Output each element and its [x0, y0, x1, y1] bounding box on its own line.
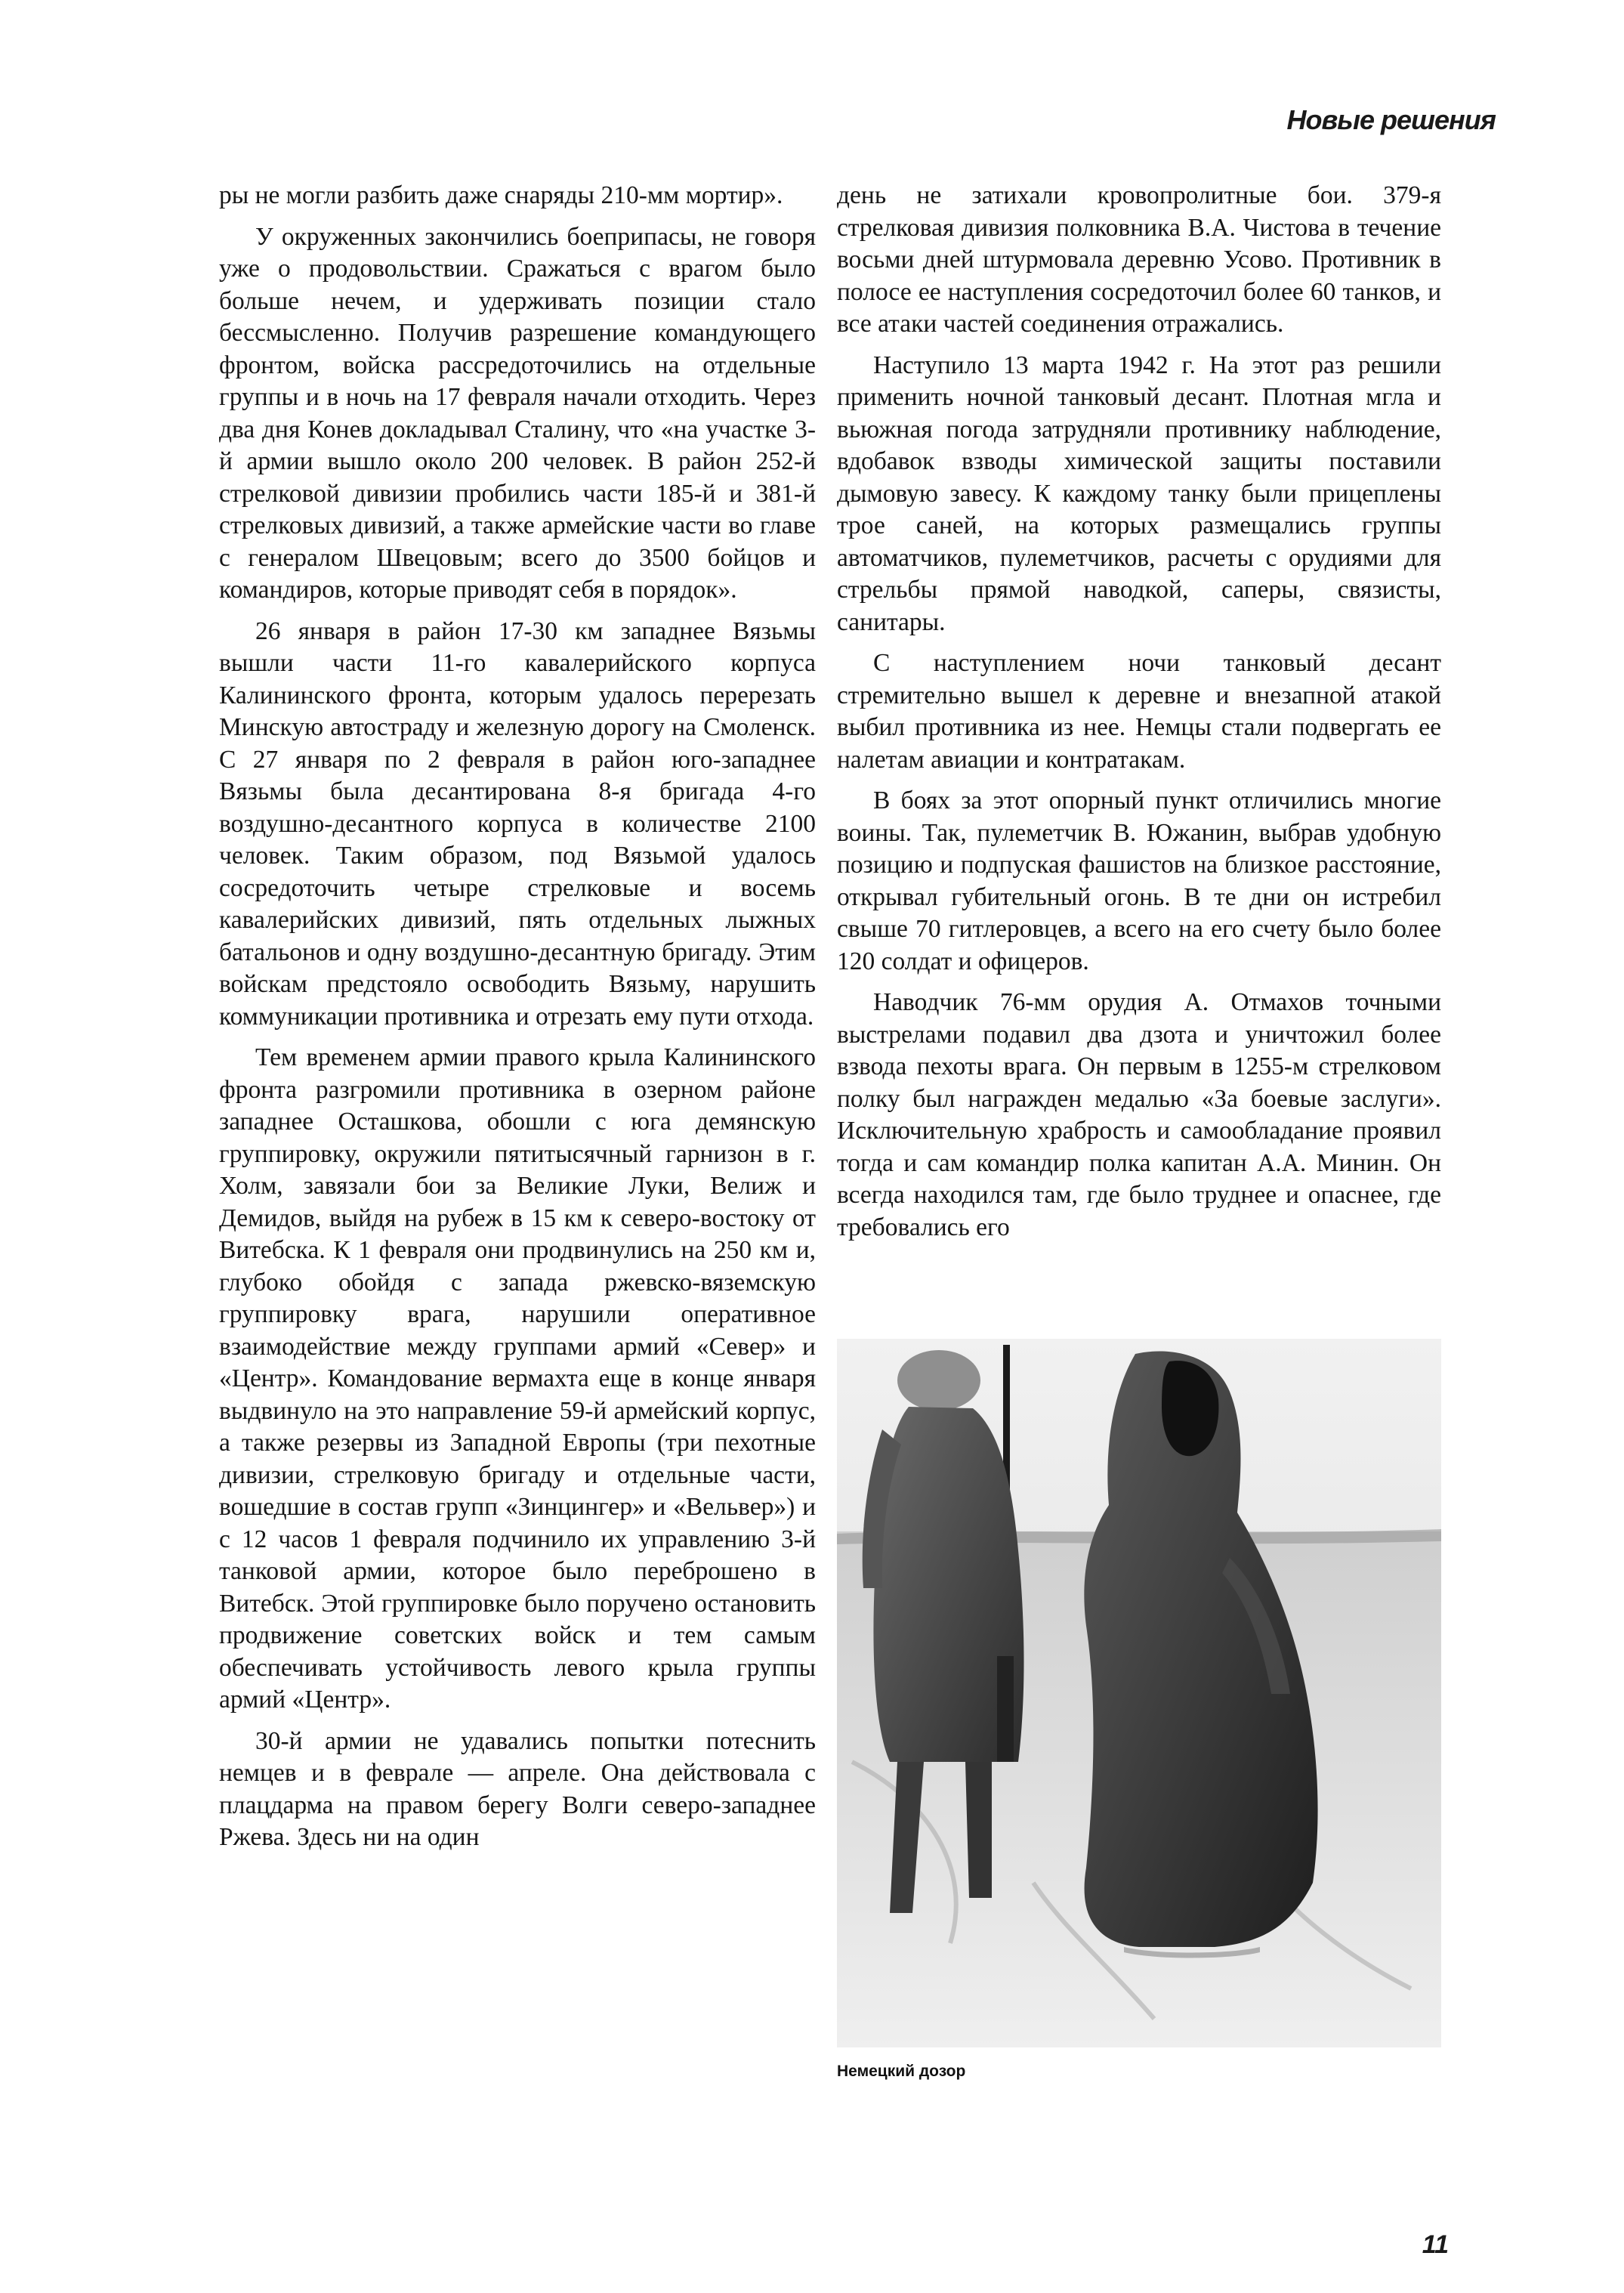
- paragraph: день не затихали кровопролитные бои. 379-я стрелковая дивизия полковника В.А. Чистова в течение восьми дней штурмовала деревню Усово. Противник в полосе ее наступления сосредоточил более 60 танков, и все атаки частей соединения отражались.: [837, 181, 1441, 338]
- paragraph: 26 января в район 17-30 км западнее Вязьмы вышли части 11-го кавалерийского корпуса Калининского фронта, которым удалось перерезать Минскую автостраду и железную дорогу на Смоленск. С 27 января по 2 февраля в район юго-западнее Вязьмы была десантирована 8-я бригада 4-го воздушно-десантного корпуса в количестве 2100 человек. Таким образом, под Вязьмой удалось сосредоточить четыре стрелковые и восемь кавалерийских дивизий, пять отдельных лыжных батальонов и одну воздушно-десантную бригаду. Этим войскам предстояло освободить Вязьму, нарушить коммуникации противника и отрезать ему пути отхода.: [219, 617, 816, 1031]
- paragraph: ры не могли разбить даже снаряды 210-мм мортир».: [219, 181, 783, 209]
- paragraph: У окруженных закончились боеприпасы, не говоря уже о продовольствии. Сражаться с врагом было больше нечем, и удерживать позиции стало бессмысленно. Получив разрешение командующего фронтом, войска рассредоточились на отдельные группы и в ночь на 17 февраля начали отходить. Через два дня Конев докладывал Сталину, что «на участке 3-й армии вышло около 200 человек. В район 252-й стрелковой дивизии пробились части 185-й и 381-й стрелковых дивизий, а также армейские части во главе с генералом Швецовым; всего до 3500 бойцов и командиров, которые приводят себя в порядок».: [219, 222, 816, 604]
- paragraph: Наводчик 76-мм орудия А. Отмахов точными выстрелами подавил два дзота и уничтожил более взвода пехоты врага. Он первым в 1255-м стрелковом полку был награжден медалью «За боевые заслуги». Исключительную храбрость и самообладание проявил тогда и сам командир полка капитан А.А. Минин. Он всегда находился там, где было труднее и опаснее, где требовались его: [837, 988, 1441, 1241]
- paragraph: С наступлением ночи танковый десант стремительно вышел к деревне и внезапной атакой выбил противника из нее. Немцы стали подвергать ее налетам авиации и контратакам.: [837, 649, 1441, 774]
- right-column: [837, 180, 1441, 1253]
- paragraph: В боях за этот опорный пункт отличились многие воины. Так, пулеметчик В. Южанин, выбрав удобную позицию и подпуская фашистов на близкое расстояние, открывал губительный огонь. В те дни он истребил свыше 70 гитлеровцев, а всего на его счету было более 120 солдат и офицеров.: [837, 786, 1441, 975]
- photo-german-patrol: [837, 1339, 1441, 2047]
- paragraph: Тем временем армии правого крыла Калининского фронта разгромили противника в озерном районе западнее Осташкова, обошли с юга демянскую группировку, окружили пятитысячный гарнизон в г. Холм, завязали бои за Великие Луки, Велиж и Демидов, выйдя на рубеж в 15 км к северо-востоку от Витебска. К 1 февраля они продвинулись на 250 км и, глубоко обойдя с запада ржевско-вяземскую группировку врага, нарушили оперативное взаимодействие между группами армий «Север» и «Центр». Командование вермахта еще в конце января выдвинуло на это направление 59-й армейский корпус, а также резервы из Западной Европы (три пехотные дивизии, стрелковую бригаду и отдельные части, вошедшие в состав групп «Зинцингер» и «Вельвер») и с 12 часов 1 февраля подчинило их управлению 3-й танковой армии, которое было переброшено в Витебск. Этой группировке было поручено остановить продвижение советских войск и тем самым обеспечивать устойчивость левого крыла группы армий «Центр».: [219, 1043, 816, 1714]
- paragraph: 30-й армии не удавались попытки потеснить немцев и в феврале — апреле. Она действовала с плацдарма на правом берегу Волги северо-западнее Ржева. Здесь ни на один: [219, 1726, 816, 1851]
- photo-caption: Немецкий дозор: [837, 2063, 966, 2080]
- left-column: [219, 180, 816, 1863]
- paragraph: Наступило 13 марта 1942 г. На этот раз решили применить ночной танковый десант. Плотная мгла и вьюжная погода затрудняли противнику наблюдение, вдобавок взводы химической защиты поставили дымовую завесу. К каждому танку были прицеплены трое саней, на которых размещались группы автоматчиков, пулеметчиков, расчеты с орудиями для стрельбы прямой наводкой, саперы, связисты, санитары.: [837, 351, 1441, 636]
- page-number: 11: [1422, 2230, 1449, 2259]
- section-title: Новые решения: [1286, 104, 1496, 135]
